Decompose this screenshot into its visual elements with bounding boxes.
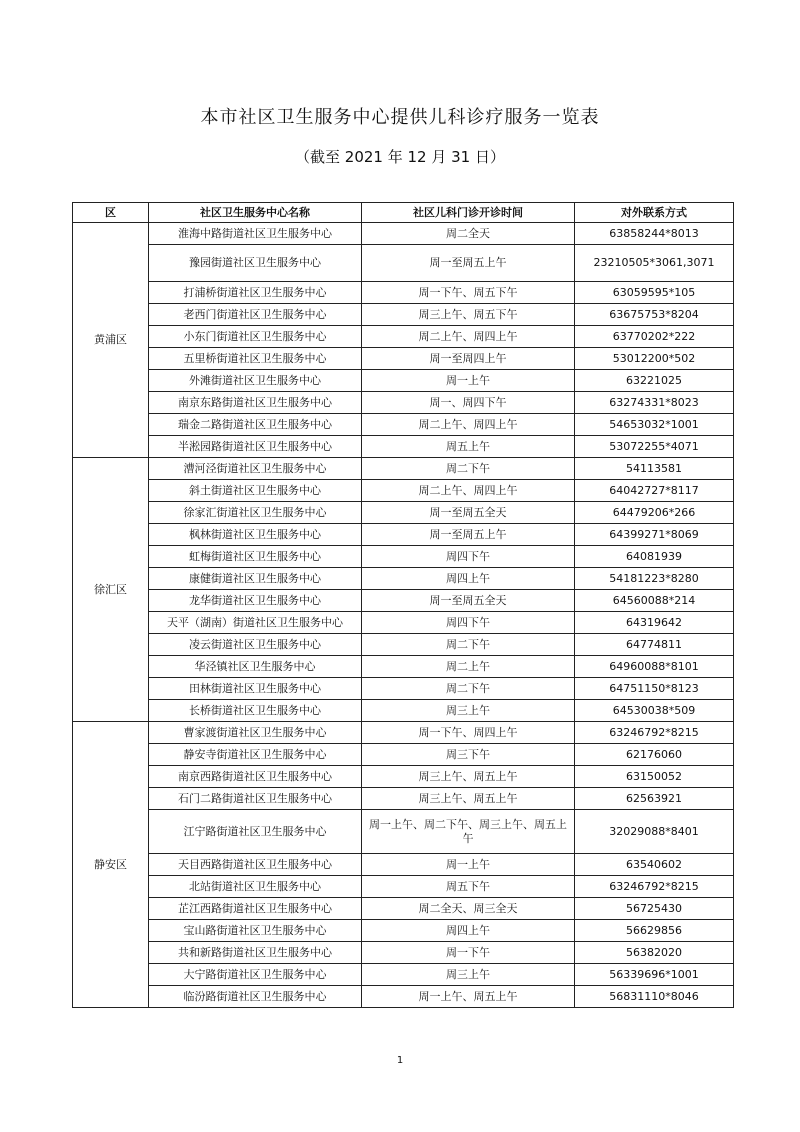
clinic-time-cell: 周一至周四上午 [362, 348, 575, 370]
table-row [73, 744, 734, 766]
center-name-cell: 半淞园路街道社区卫生服务中心 [149, 436, 362, 458]
table-row [73, 245, 734, 282]
center-name-cell: 华泾镇社区卫生服务中心 [149, 656, 362, 678]
clinic-time-cell: 周二下午 [362, 634, 575, 656]
center-name-cell: 老西门街道社区卫生服务中心 [149, 304, 362, 326]
table-row [73, 546, 734, 568]
page-number: 1 [396, 1055, 404, 1066]
contact-cell: 63274331*8023 [575, 392, 734, 414]
contact-cell: 64319642 [575, 612, 734, 634]
contact-cell: 63221025 [575, 370, 734, 392]
clinic-time-cell: 周四下午 [362, 612, 575, 634]
table-row [73, 458, 734, 480]
contact-cell: 23210505*3061,3071 [575, 245, 734, 282]
clinic-time-cell: 周三上午 [362, 964, 575, 986]
contact-cell: 53072255*4071 [575, 436, 734, 458]
clinic-time-cell: 周三上午 [362, 700, 575, 722]
clinic-time-cell: 周一至周五全天 [362, 502, 575, 524]
table-row [73, 920, 734, 942]
center-name-cell: 枫林街道社区卫生服务中心 [149, 524, 362, 546]
center-name-cell: 共和新路街道社区卫生服务中心 [149, 942, 362, 964]
table-body [73, 223, 734, 1008]
contact-cell: 32029088*8401 [575, 810, 734, 854]
center-name-cell: 天平（湖南）街道社区卫生服务中心 [149, 612, 362, 634]
pediatric-service-table [72, 202, 734, 1008]
clinic-time-cell: 周二上午、周四上午 [362, 326, 575, 348]
center-name-cell: 凌云街道社区卫生服务中心 [149, 634, 362, 656]
clinic-time-cell: 周一至周五全天 [362, 590, 575, 612]
center-name-cell: 宝山路街道社区卫生服务中心 [149, 920, 362, 942]
center-name-cell: 天目西路街道社区卫生服务中心 [149, 854, 362, 876]
table-row [73, 304, 734, 326]
clinic-time-cell: 周二下午 [362, 458, 575, 480]
center-name-cell: 外滩街道社区卫生服务中心 [149, 370, 362, 392]
table-header-row [73, 203, 734, 223]
center-name-cell: 临汾路街道社区卫生服务中心 [149, 986, 362, 1008]
table-row [73, 414, 734, 436]
header-clinic-time: 社区儿科门诊开诊时间 [362, 203, 575, 223]
contact-cell: 63675753*8204 [575, 304, 734, 326]
table-row [73, 392, 734, 414]
contact-cell: 64560088*214 [575, 590, 734, 612]
contact-cell: 54113581 [575, 458, 734, 480]
clinic-time-cell: 周一下午、周四上午 [362, 722, 575, 744]
center-name-cell: 田林街道社区卫生服务中心 [149, 678, 362, 700]
clinic-time-cell: 周五上午 [362, 436, 575, 458]
table-row [73, 612, 734, 634]
clinic-time-cell: 周一下午 [362, 942, 575, 964]
contact-cell: 64042727*8117 [575, 480, 734, 502]
table-row [73, 282, 734, 304]
center-name-cell: 南京东路街道社区卫生服务中心 [149, 392, 362, 414]
document-subtitle: （截至 2021 年 12 月 31 日） [295, 148, 505, 166]
center-name-cell: 大宁路街道社区卫生服务中心 [149, 964, 362, 986]
contact-cell: 63770202*222 [575, 326, 734, 348]
center-name-cell: 江宁路街道社区卫生服务中心 [149, 810, 362, 854]
clinic-time-cell: 周三上午、周五下午 [362, 304, 575, 326]
contact-cell: 63246792*8215 [575, 722, 734, 744]
table-row [73, 502, 734, 524]
center-name-cell: 徐家汇街道社区卫生服务中心 [149, 502, 362, 524]
center-name-cell: 曹家渡街道社区卫生服务中心 [149, 722, 362, 744]
center-name-cell: 漕河泾街道社区卫生服务中心 [149, 458, 362, 480]
contact-cell: 64774811 [575, 634, 734, 656]
contact-cell: 64960088*8101 [575, 656, 734, 678]
contact-cell: 63540602 [575, 854, 734, 876]
center-name-cell: 康健街道社区卫生服务中心 [149, 568, 362, 590]
clinic-time-cell: 周一、周四下午 [362, 392, 575, 414]
table-row [73, 854, 734, 876]
table-row [73, 590, 734, 612]
contact-cell: 56629856 [575, 920, 734, 942]
contact-cell: 56382020 [575, 942, 734, 964]
table-row [73, 810, 734, 854]
table-row [73, 326, 734, 348]
contact-cell: 56725430 [575, 898, 734, 920]
center-name-cell: 五里桥街道社区卫生服务中心 [149, 348, 362, 370]
table-row [73, 700, 734, 722]
contact-cell: 63059595*105 [575, 282, 734, 304]
table-row [73, 656, 734, 678]
center-name-cell: 芷江西路街道社区卫生服务中心 [149, 898, 362, 920]
center-name-cell: 斜土街道社区卫生服务中心 [149, 480, 362, 502]
clinic-time-cell: 周一上午、周二下午、周三上午、周五上午 [362, 810, 575, 854]
table-row [73, 986, 734, 1008]
clinic-time-cell: 周二全天 [362, 223, 575, 245]
center-name-cell: 静安寺街道社区卫生服务中心 [149, 744, 362, 766]
clinic-time-cell: 周一上午 [362, 854, 575, 876]
center-name-cell: 打浦桥街道社区卫生服务中心 [149, 282, 362, 304]
table-row [73, 634, 734, 656]
contact-cell: 64081939 [575, 546, 734, 568]
table-row [73, 898, 734, 920]
clinic-time-cell: 周三下午 [362, 744, 575, 766]
contact-cell: 64399271*8069 [575, 524, 734, 546]
table-row [73, 788, 734, 810]
clinic-time-cell: 周四下午 [362, 546, 575, 568]
district-cell: 静安区 [73, 722, 149, 1008]
center-name-cell: 淮海中路街道社区卫生服务中心 [149, 223, 362, 245]
clinic-time-cell: 周二上午、周四上午 [362, 414, 575, 436]
table-row [73, 348, 734, 370]
table-row [73, 678, 734, 700]
table-row [73, 524, 734, 546]
clinic-time-cell: 周一至周五上午 [362, 524, 575, 546]
contact-cell: 63858244*8013 [575, 223, 734, 245]
contact-cell: 54181223*8280 [575, 568, 734, 590]
document-title: 本市社区卫生服务中心提供儿科诊疗服务一览表 [200, 107, 600, 128]
clinic-time-cell: 周一上午、周五上午 [362, 986, 575, 1008]
contact-cell: 56831110*8046 [575, 986, 734, 1008]
contact-cell: 56339696*1001 [575, 964, 734, 986]
table-row [73, 722, 734, 744]
center-name-cell: 石门二路街道社区卫生服务中心 [149, 788, 362, 810]
contact-cell: 64751150*8123 [575, 678, 734, 700]
clinic-time-cell: 周五下午 [362, 876, 575, 898]
table-row [73, 223, 734, 245]
contact-cell: 64479206*266 [575, 502, 734, 524]
contact-cell: 53012200*502 [575, 348, 734, 370]
center-name-cell: 豫园街道社区卫生服务中心 [149, 245, 362, 282]
contact-cell: 54653032*1001 [575, 414, 734, 436]
center-name-cell: 龙华街道社区卫生服务中心 [149, 590, 362, 612]
contact-cell: 63246792*8215 [575, 876, 734, 898]
clinic-time-cell: 周二下午 [362, 678, 575, 700]
center-name-cell: 瑞金二路街道社区卫生服务中心 [149, 414, 362, 436]
clinic-time-cell: 周一至周五上午 [362, 245, 575, 282]
district-cell: 黄浦区 [73, 223, 149, 458]
contact-cell: 63150052 [575, 766, 734, 788]
header-district: 区 [73, 203, 149, 223]
district-cell: 徐汇区 [73, 458, 149, 722]
center-name-cell: 小东门街道社区卫生服务中心 [149, 326, 362, 348]
clinic-time-cell: 周二上午、周四上午 [362, 480, 575, 502]
contact-cell: 64530038*509 [575, 700, 734, 722]
table-row [73, 480, 734, 502]
contact-cell: 62563921 [575, 788, 734, 810]
center-name-cell: 北站街道社区卫生服务中心 [149, 876, 362, 898]
clinic-time-cell: 周二上午 [362, 656, 575, 678]
clinic-time-cell: 周三上午、周五上午 [362, 766, 575, 788]
center-name-cell: 长桥街道社区卫生服务中心 [149, 700, 362, 722]
clinic-time-cell: 周一上午 [362, 370, 575, 392]
table-row [73, 370, 734, 392]
table-row [73, 568, 734, 590]
clinic-time-cell: 周四上午 [362, 920, 575, 942]
header-center-name: 社区卫生服务中心名称 [149, 203, 362, 223]
table-row [73, 766, 734, 788]
header-contact: 对外联系方式 [575, 203, 734, 223]
center-name-cell: 虹梅街道社区卫生服务中心 [149, 546, 362, 568]
table-row [73, 964, 734, 986]
center-name-cell: 南京西路街道社区卫生服务中心 [149, 766, 362, 788]
table-row [73, 876, 734, 898]
table-row [73, 436, 734, 458]
clinic-time-cell: 周四上午 [362, 568, 575, 590]
clinic-time-cell: 周三上午、周五上午 [362, 788, 575, 810]
table-row [73, 942, 734, 964]
clinic-time-cell: 周二全天、周三全天 [362, 898, 575, 920]
contact-cell: 62176060 [575, 744, 734, 766]
clinic-time-cell: 周一下午、周五下午 [362, 282, 575, 304]
